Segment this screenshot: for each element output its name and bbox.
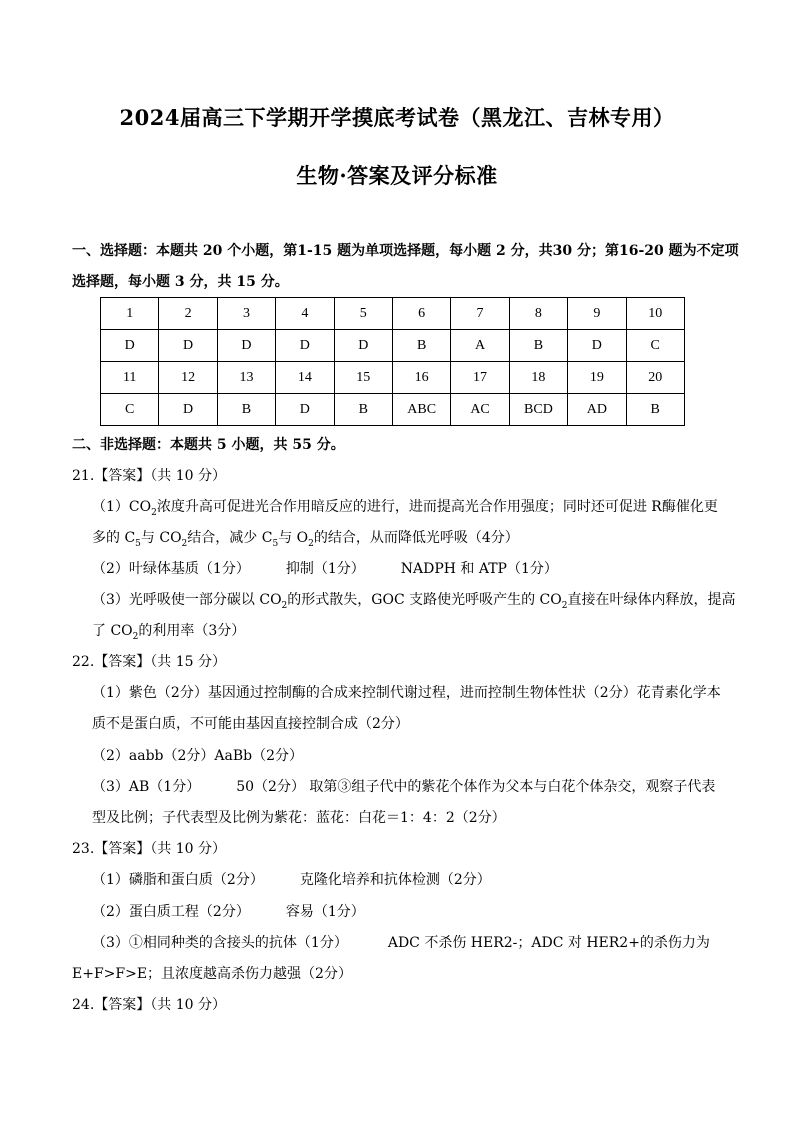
question-number-cell: 2 (159, 298, 217, 330)
answer-cell: ABC (392, 394, 450, 426)
q21-part2 (92, 560, 558, 578)
subscript: 5 (135, 538, 141, 549)
question-number-cell: 19 (568, 362, 626, 394)
question-number-cell: 16 (392, 362, 450, 394)
q22-heading: 22.【答案】（共 15 分） (72, 654, 226, 670)
q22-part3-line2: 型及比例；子代表型及比例为紫花：蓝花：白花＝1：4：2（2分） (92, 810, 506, 826)
subscript: 2 (151, 507, 157, 518)
text-run: 的利用率（3分） (138, 623, 246, 639)
section1-heading (72, 242, 739, 260)
text-run: （3）光呼吸使一部分碳以 CO (92, 592, 282, 608)
answer-cell: B (334, 394, 392, 426)
q23-part3-line2: E+F>F>E；且浓度越高杀伤力越强（2分） (72, 966, 352, 982)
answer-cell: D (334, 330, 392, 362)
text-run: 的形式散失，GOC 支路使光呼吸产生的 CO (287, 592, 562, 608)
subscript: 2 (281, 600, 288, 611)
question-number-cell: 15 (334, 362, 392, 394)
q21-part3-line1 (92, 591, 735, 609)
question-number-cell: 6 (392, 298, 450, 330)
answer-cell: D (568, 330, 626, 362)
q22-part3-line1 (92, 778, 715, 796)
answer-row (101, 394, 685, 426)
question-number-row (101, 298, 685, 330)
answer-cell: D (276, 394, 334, 426)
text-run: 的结合，从而降低光呼吸（4分） (313, 530, 519, 546)
q23-part2 (92, 903, 365, 921)
answer-cell: C (626, 330, 684, 362)
question-number-cell: 14 (276, 362, 334, 394)
question-number-cell: 9 (568, 298, 626, 330)
text-run: （2）蛋白质工程（2分） (92, 904, 250, 920)
question-number-row (101, 362, 685, 394)
answer-cell: BCD (509, 394, 567, 426)
text-run: 克隆化培养和抗体检测（2分） (299, 872, 491, 888)
text-run: 多的 C (92, 530, 136, 546)
answer-cell: D (276, 330, 334, 362)
section1-number: 一、 (72, 243, 100, 259)
text-run: （1）磷脂和蛋白质（2分） (92, 872, 264, 888)
text-run: 抑制（1分） (285, 561, 365, 577)
answer-cell: B (392, 330, 450, 362)
document-subtitle: 生物·答案及评分标准 (296, 163, 498, 188)
text-run: 50（2分） 取第③组子代中的紫花个体作为父本与白花个体杂交，观察子代表 (236, 779, 716, 795)
text-run: （3）①相同种类的含接头的抗体（1分） (92, 935, 348, 951)
document-title: 2024届高三下学期开学摸底考试卷（黑龙江、吉林专用） (119, 105, 675, 130)
subscript: 2 (132, 631, 139, 642)
q21-part3-line2 (92, 622, 245, 640)
answer-cell: B (217, 394, 275, 426)
question-number-cell: 3 (217, 298, 275, 330)
q21-heading: 21.【答案】（共 10 分） (72, 468, 226, 484)
text-run: 浓度升高可促进光合作用暗反应的进行，进而提高光合作用强度；同时还可促进 R酶催化更 (156, 499, 718, 515)
q22-part1-line1: （1）紫色（2分）基因通过控制酶的合成来控制代谢过程，进而控制生物体性状（2分）花青素化学本 (92, 685, 721, 701)
answer-table (100, 297, 685, 426)
text-run: 直接在叶绿体内释放，提高 (567, 592, 736, 608)
section1-heading-cont: 选择题，每小题 3 分，共 15 分。 (72, 274, 289, 290)
answer-cell: A (451, 330, 509, 362)
answer-cell: D (159, 330, 217, 362)
text-run: 与 O (278, 530, 309, 546)
text-run: ADC 不杀伤 HER2-；ADC 对 HER2+的杀伤力为 (387, 935, 710, 951)
answer-row (101, 330, 685, 362)
q23-part3-line1 (92, 934, 710, 952)
q24-heading: 24.【答案】（共 10 分） (72, 997, 226, 1013)
subscript: 2 (181, 538, 188, 549)
question-number-cell: 17 (451, 362, 509, 394)
subscript: 2 (308, 538, 314, 549)
question-number-cell: 1 (101, 298, 159, 330)
question-number-cell: 20 (626, 362, 684, 394)
question-number-cell: 10 (626, 298, 684, 330)
q23-heading: 23.【答案】（共 10 分） (72, 841, 226, 857)
q23-part1 (92, 871, 491, 889)
answer-cell: AD (568, 394, 626, 426)
text-run: 结合，减少 C (187, 530, 273, 546)
answer-cell: B (626, 394, 684, 426)
text-run: 了 CO (92, 623, 133, 639)
section2-heading: 二、非选择题：本题共 5 小题，共 55 分。 (72, 437, 345, 453)
subscript: 2 (561, 600, 568, 611)
q22-part2: （2）aabb（2分）AaBb（2分） (92, 748, 304, 764)
subscript: 5 (272, 538, 279, 549)
text-run: （2）叶绿体基质（1分） (92, 561, 250, 577)
text-run: （3）AB（1分） (92, 779, 201, 795)
text-run: 与 CO (140, 530, 182, 546)
answer-cell: D (101, 330, 159, 362)
question-number-cell: 4 (276, 298, 334, 330)
section1-text: 选择题：本题共 20 个小题，第1-15 题为单项选择题，每小题 2 分，共30 分；第16-20 题为不定项 (100, 243, 739, 259)
text-run: 容易（1分） (285, 904, 365, 920)
question-number-cell: 12 (159, 362, 217, 394)
q21-part1-line1 (92, 498, 718, 516)
answer-cell: C (101, 394, 159, 426)
answer-cell: D (217, 330, 275, 362)
text-run: （1）CO (92, 499, 152, 515)
question-number-cell: 8 (509, 298, 567, 330)
q22-part1-line2: 质不是蛋白质，不可能由基因直接控制合成（2分） (92, 716, 409, 732)
question-number-cell: 5 (334, 298, 392, 330)
question-number-cell: 18 (509, 362, 567, 394)
text-run: NADPH 和 ATP（1分） (400, 561, 558, 577)
answer-cell: D (159, 394, 217, 426)
question-number-cell: 7 (451, 298, 509, 330)
answer-cell: AC (451, 394, 509, 426)
answer-table-body (101, 298, 685, 426)
question-number-cell: 11 (101, 362, 159, 394)
q21-part1-line2 (92, 529, 519, 547)
question-number-cell: 13 (217, 362, 275, 394)
answer-cell: B (509, 330, 567, 362)
